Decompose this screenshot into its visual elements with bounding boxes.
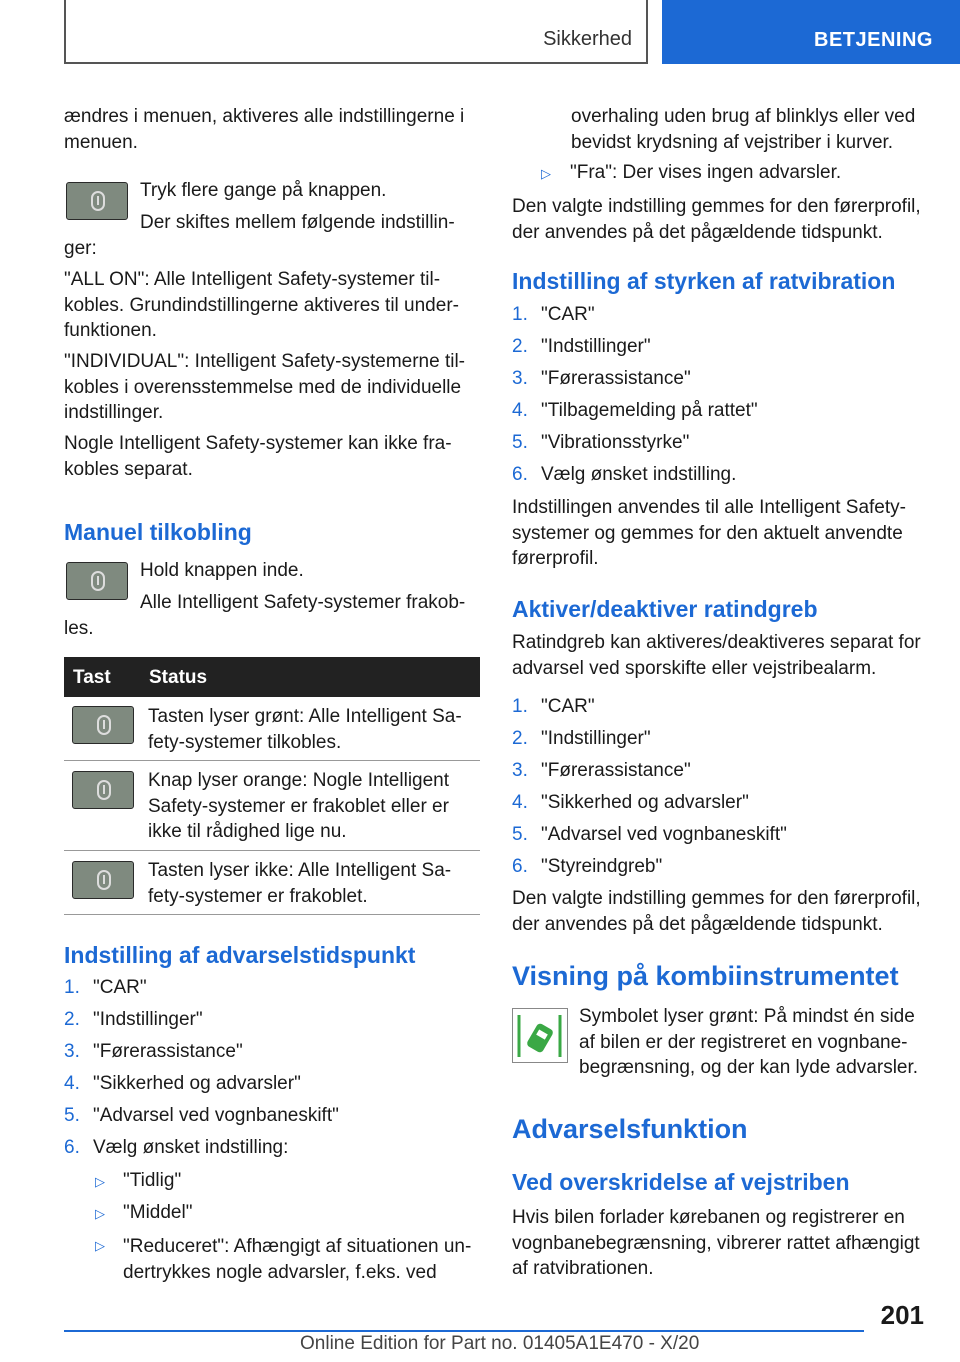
table-divider	[64, 850, 480, 851]
table-col-key: Tast	[73, 667, 111, 688]
step-number: 1.	[512, 304, 528, 325]
step-number: 4.	[512, 792, 528, 813]
table-header	[64, 657, 480, 697]
header-chapter	[662, 0, 960, 64]
bullet-triangle-icon: ▷	[541, 166, 551, 181]
step-item: "Indstillinger"	[93, 1009, 203, 1030]
step-number: 4.	[64, 1073, 80, 1094]
paragraph: overhaling uden brug af blinklys eller ved bevidst krydsning af vejstriber i kurver.	[571, 106, 916, 153]
step-item: Vælg ønsket indstilling:	[93, 1137, 289, 1158]
bullet-item: "Reduceret": Afhængigt af situationen un-dertrykkes nogle advarsler, f.eks. ved	[123, 1236, 472, 1283]
step-number: 4.	[512, 400, 528, 421]
footer-divider	[64, 1330, 864, 1332]
step-number: 1.	[512, 696, 528, 717]
footer-edition: Online Edition for Part no. 01405A1E470 - X/20	[300, 1333, 700, 1354]
button-icon	[72, 706, 134, 744]
heading-ratvibration: Indstilling af styrken af ratvibration	[512, 268, 896, 294]
table-cell: Tasten lyser ikke: Alle Intelligent Sa-fety-systemer er frakoblet.	[148, 860, 452, 907]
step-item: Vælg ønsket indstilling.	[541, 464, 737, 485]
paragraph: Symbolet lyser grønt: På mindst én side af bilen er der registreret en vognbane-begrænsning, og der kan lyde advarsler.	[579, 1006, 919, 1078]
table-divider	[64, 914, 480, 915]
paragraph: Den valgte indstilling gemmes for den førerprofil, der anvendes på det pågældende tidspunkt.	[512, 888, 921, 935]
step-item: "Tilbagemelding på rattet"	[541, 400, 758, 421]
step-item: "Indstillinger"	[541, 336, 651, 357]
lane-assist-icon-graphic	[513, 1009, 567, 1062]
paragraph: "ALL ON": Alle Intelligent Safety-systemer til-kobles. Grundindstillingerne aktiveres til under-funktionen.	[64, 269, 459, 341]
step-item: "CAR"	[93, 977, 147, 998]
heading-visning: Visning på kombiinstrumentet	[512, 961, 899, 991]
step-number: 3.	[512, 760, 528, 781]
step-number: 5.	[512, 432, 528, 453]
paragraph: Tryk flere gange på knappen.	[140, 180, 387, 201]
step-item: "Førerassistance"	[541, 760, 691, 781]
paragraph: Indstillingen anvendes til alle Intelligent Safety-systemer og gemmes for den aktuelt anvendte førerprofil.	[512, 497, 906, 569]
heading-advarsel: Indstilling af advarselstidspunkt	[64, 942, 416, 968]
table-cell: Tasten lyser grønt: Alle Intelligent Sa-fety-systemer tilkobles.	[148, 706, 462, 753]
bullet-triangle-icon: ▷	[95, 1238, 105, 1253]
step-number: 3.	[64, 1041, 80, 1062]
paragraph: Ratindgreb kan aktiveres/deaktiveres separat for advarsel ved sporskifte eller vejstribealarm.	[512, 632, 921, 679]
step-number: 6.	[512, 464, 528, 485]
step-number: 6.	[64, 1137, 80, 1158]
header-chapter-label: BETJENING	[814, 29, 933, 51]
paragraph: ændres i menuen, aktiveres alle indstillingerne i menuen.	[64, 106, 465, 153]
button-icon	[72, 861, 134, 899]
header-section: Sikkerhed	[543, 28, 632, 50]
table-col-status: Status	[149, 667, 208, 688]
button-icon	[72, 771, 134, 809]
step-item: "Vibrationsstyrke"	[541, 432, 690, 453]
paragraph: Den valgte indstilling gemmes for den førerprofil, der anvendes på det pågældende tidspunkt.	[512, 196, 921, 243]
page-number: 201	[880, 1300, 924, 1330]
table-cell: Knap lyser orange: Nogle Intelligent Safety-systemer er frakoblet eller er ikke til rådighed lige nu.	[148, 770, 450, 842]
step-item: "Sikkerhed og advarsler"	[541, 792, 749, 813]
step-item: "Styreindgreb"	[541, 856, 663, 877]
step-item: "Advarsel ved vognbaneskift"	[541, 824, 787, 845]
paragraph: Alle Intelligent Safety-systemer frakob-les.	[64, 592, 466, 639]
heading-funktion: Advarselsfunktion	[512, 1114, 748, 1144]
step-number: 5.	[64, 1105, 80, 1126]
paragraph: Nogle Intelligent Safety-systemer kan ikke fra-kobles separat.	[64, 433, 452, 480]
step-item: "CAR"	[541, 696, 595, 717]
heading-overskridelse: Ved overskridelse af vejstriben	[512, 1169, 850, 1195]
step-item: "CAR"	[541, 304, 595, 325]
bullet-item: "Fra": Der vises ingen advarsler.	[570, 162, 842, 183]
paragraph: Hvis bilen forlader kørebanen og registrerer en vognbanebegrænsning, vibrerer rattet afhængigt af ratvibrationen.	[512, 1207, 920, 1279]
step-item: "Førerassistance"	[541, 368, 691, 389]
bullet-triangle-icon: ▷	[95, 1174, 105, 1189]
lane-assist-icon	[512, 1008, 568, 1063]
table-divider	[64, 760, 480, 761]
step-item: "Advarsel ved vognbaneskift"	[93, 1105, 339, 1126]
step-number: 2.	[512, 728, 528, 749]
bullet-item: "Tidlig"	[123, 1170, 182, 1191]
heading-ratindgreb: Aktiver/deaktiver ratindgreb	[512, 596, 818, 622]
step-number: 5.	[512, 824, 528, 845]
step-item: "Førerassistance"	[93, 1041, 243, 1062]
step-item: "Sikkerhed og advarsler"	[93, 1073, 301, 1094]
step-number: 3.	[512, 368, 528, 389]
bullet-item: "Middel"	[123, 1202, 193, 1223]
step-number: 2.	[512, 336, 528, 357]
paragraph: Der skiftes mellem følgende indstillin-ger:	[64, 212, 455, 259]
bullet-triangle-icon: ▷	[95, 1206, 105, 1221]
step-number: 6.	[512, 856, 528, 877]
heading-manual: Manuel tilkobling	[64, 519, 252, 545]
paragraph: Hold knappen inde.	[140, 560, 304, 581]
step-number: 2.	[64, 1009, 80, 1030]
step-number: 1.	[64, 977, 80, 998]
step-item: "Indstillinger"	[541, 728, 651, 749]
paragraph: "INDIVIDUAL": Intelligent Safety-systemerne til-kobles i overensstemmelse med de individuelle indstillinger.	[64, 351, 466, 423]
